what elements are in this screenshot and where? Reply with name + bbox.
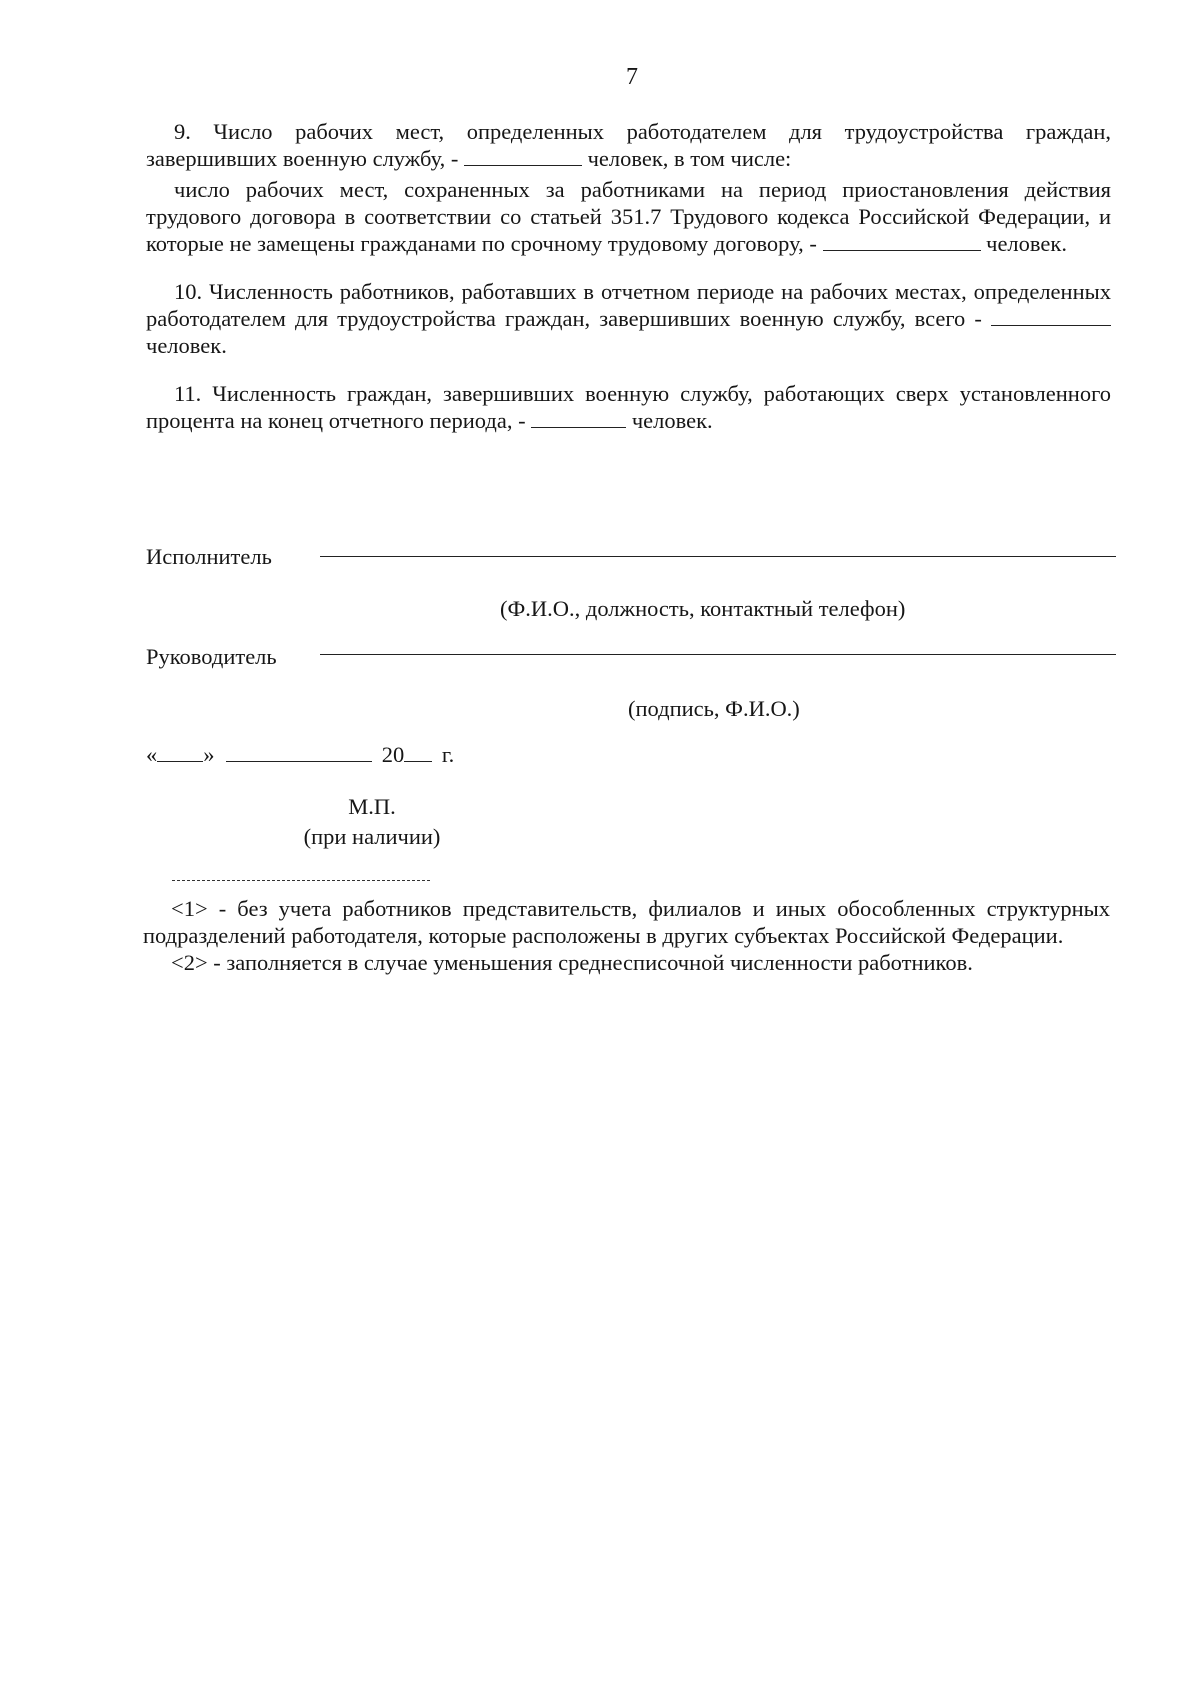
item-10-blank-field[interactable] — [991, 307, 1111, 326]
executor-signature-line[interactable] — [320, 556, 1116, 557]
head-label: Руководитель — [146, 644, 277, 669]
executor-caption: (Ф.И.О., должность, контактный телефон) — [500, 596, 906, 621]
date-open-quote: « — [146, 742, 158, 767]
date-year-field[interactable] — [404, 743, 432, 762]
page-number: 7 — [626, 64, 638, 90]
item-9-text: 9. Число рабочих мест, определенных работодателем для трудоустройства граждан, завершивших военную службу, - — [146, 119, 1111, 171]
footnote-1: <1> - без учета работников представительств, филиалов и иных обособленных структурных подразделений работодателя, которые расположены в других субъектах Российской Федерации. — [143, 896, 1110, 948]
item-11 — [146, 380, 1111, 434]
item-9-sub-text: число рабочих мест, сохраненных за работниками на период приостановления действия трудового договора в соответствии со статьей 351.7 Трудового кодекса Российской Федерации, и которые не замещены гражданами по срочному трудовому договору, - — [146, 177, 1111, 256]
date-close-quote: » — [203, 742, 215, 767]
item-11-unit: человек. — [631, 408, 713, 433]
date-line — [146, 742, 454, 768]
item-9-unit: человек, в том числе: — [587, 146, 792, 171]
date-month-field[interactable] — [226, 743, 372, 762]
item-11-text: 11. Численность граждан, завершивших военную службу, работающих сверх установленного процента на конец отчетного периода, - — [146, 381, 1111, 433]
item-9-subitem — [146, 176, 1111, 257]
date-year-suffix: г. — [441, 742, 455, 767]
item-11-blank-field[interactable] — [531, 409, 626, 428]
footnote-divider — [172, 880, 430, 881]
footnotes — [143, 895, 1110, 976]
item-10-unit: человек. — [146, 333, 227, 358]
item-9 — [146, 118, 1111, 172]
executor-signature-block — [146, 544, 1116, 634]
footnote-2: <2> - заполняется в случае уменьшения среднесписочной численности работников. — [171, 950, 973, 975]
stamp-label: М.П. — [348, 794, 396, 819]
item-10-text: 10. Численность работников, работавших в отчетном периоде на рабочих местах, определенных работодателем для трудоустройства граждан, завершивших военную службу, всего - — [146, 279, 1111, 331]
head-signature-block — [146, 644, 1116, 734]
head-signature-line[interactable] — [320, 654, 1116, 655]
date-day-field[interactable] — [157, 743, 203, 762]
stamp-block — [272, 792, 472, 852]
date-year-prefix: 20 — [381, 742, 405, 767]
document-body — [146, 118, 1111, 434]
item-9-blank-field[interactable] — [464, 147, 582, 166]
head-caption: (подпись, Ф.И.О.) — [628, 696, 800, 721]
item-10 — [146, 278, 1111, 359]
executor-label: Исполнитель — [146, 544, 272, 569]
stamp-note: (при наличии) — [303, 824, 441, 849]
item-9-sub-blank-field[interactable] — [823, 232, 981, 251]
item-9-sub-unit: человек. — [986, 231, 1067, 256]
